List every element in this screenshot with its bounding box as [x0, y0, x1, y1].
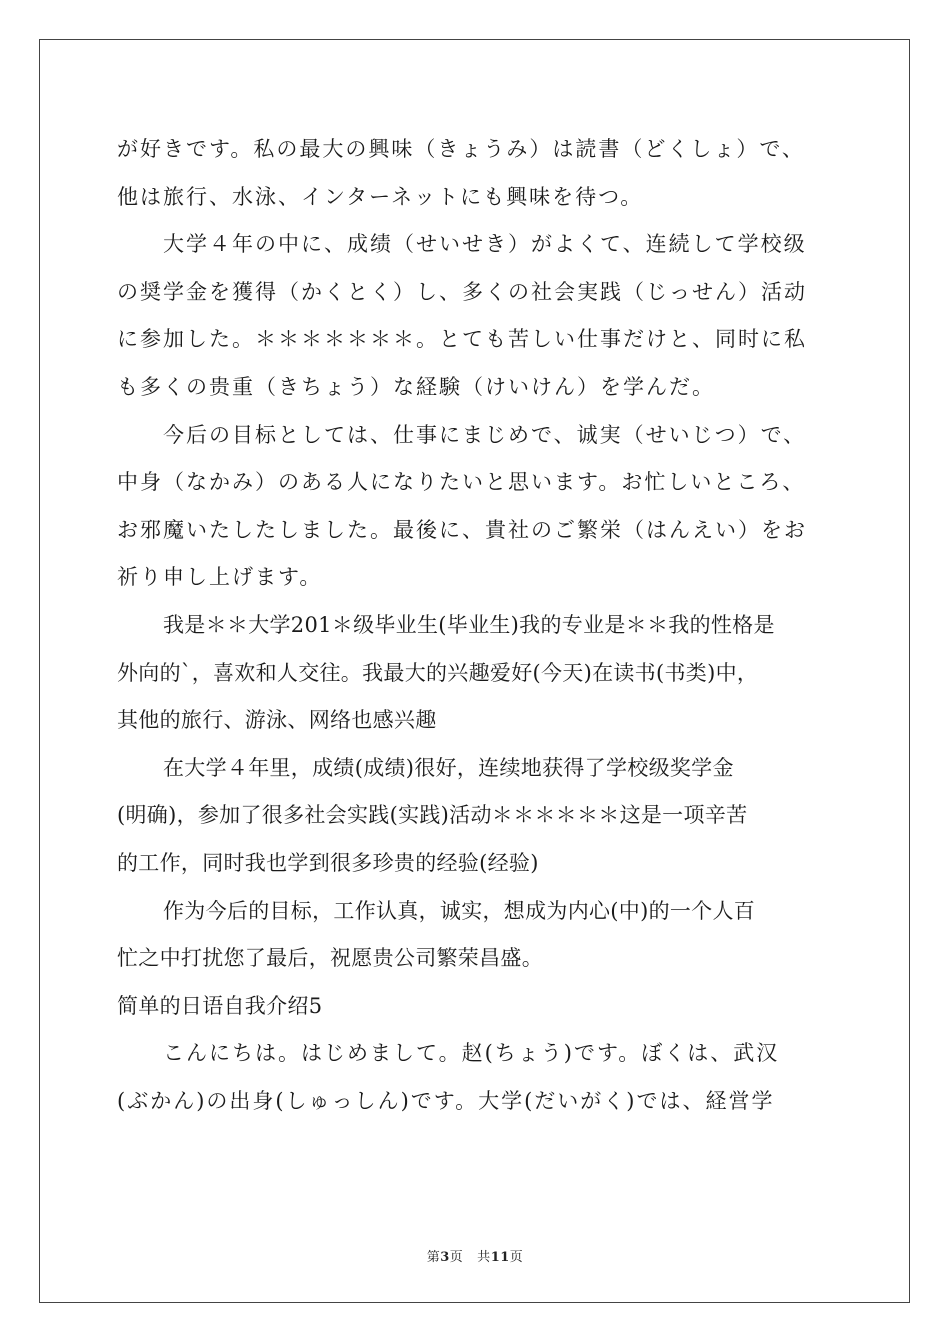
paragraph-start: 今后の目标としては、仕事にまじめで、诚実（せいじつ）で、 — [163, 422, 807, 447]
total-pages: 11 — [490, 1250, 510, 1265]
paragraph-start: 我是＊＊大学201＊级毕业生(毕业生)我的专业是＊＊我的性格是 — [163, 612, 775, 637]
page-footer — [0, 1246, 950, 1265]
footer-page-suffix: 页 — [449, 1250, 464, 1265]
text-line: 其他的旅行、游泳、网络也感兴趣 — [117, 708, 437, 733]
text-line: 中身（なかみ）のある人になりたいと思います。お忙しいところ、 — [117, 470, 806, 495]
page-number: 3 — [440, 1250, 450, 1265]
document-body — [117, 126, 837, 1125]
text-line: 外向的`，喜欢和人交往。我最大的兴趣爱好(今天)在读书(书类)中， — [117, 660, 759, 685]
text-line: の奨学金を獲得（かくとく）し、多くの社会実践（じっせん）活动 — [117, 279, 807, 304]
text-line: (明确)，参加了很多社会实践(实践)活动＊＊＊＊＊＊这是一项辛苦 — [117, 803, 748, 828]
text-line: に参加した。＊＊＊＊＊＊＊。とても苦しい仕事だけと、同时に私 — [117, 327, 807, 352]
paragraph-start: こんにちは。はじめまして。赵(ちょう)です。ぼくは、武汉 — [163, 1041, 780, 1066]
text-line: (ぶかん)の出身(しゅっしん)です。大学(だいがく)では、経営学 — [117, 1088, 775, 1113]
section-heading: 简单的日语自我介绍5 — [117, 993, 323, 1018]
text-line: 的工作，同时我也学到很多珍贵的经验(经验) — [117, 850, 539, 875]
text-line: お邪魔いたしたしました。最後に、貴社のご繁栄（はんえい）をお — [117, 517, 807, 542]
text-line: 祈り申し上げます。 — [117, 565, 323, 590]
paragraph-start: 作为今后的目标，工作认真，诚实，想成为内心(中)的一个人百 — [163, 898, 756, 923]
footer-prefix: 第 — [426, 1250, 441, 1265]
text-line: 他は旅行、水泳、インターネットにも興味を待つ。 — [117, 184, 644, 209]
paragraph-start: 大学４年の中に、成绩（せいせき）がよくて、连続して学校级 — [163, 232, 807, 257]
footer-total-prefix: 共 — [477, 1250, 491, 1265]
paragraph-start: 在大学４年里，成绩(成绩)很好，连续地获得了学校级奖学金 — [163, 755, 734, 780]
footer-total-suffix: 页 — [509, 1250, 524, 1265]
text-line: が好きです。私の最大の興味（きょうみ）は読書（どくしょ）で、 — [117, 137, 805, 161]
text-line: 忙之中打扰您了最后，祝愿贵公司繁荣昌盛。 — [117, 946, 543, 971]
text-line: も多くの贵重（きちょう）な経験（けいけん）を学んだ。 — [117, 374, 715, 399]
